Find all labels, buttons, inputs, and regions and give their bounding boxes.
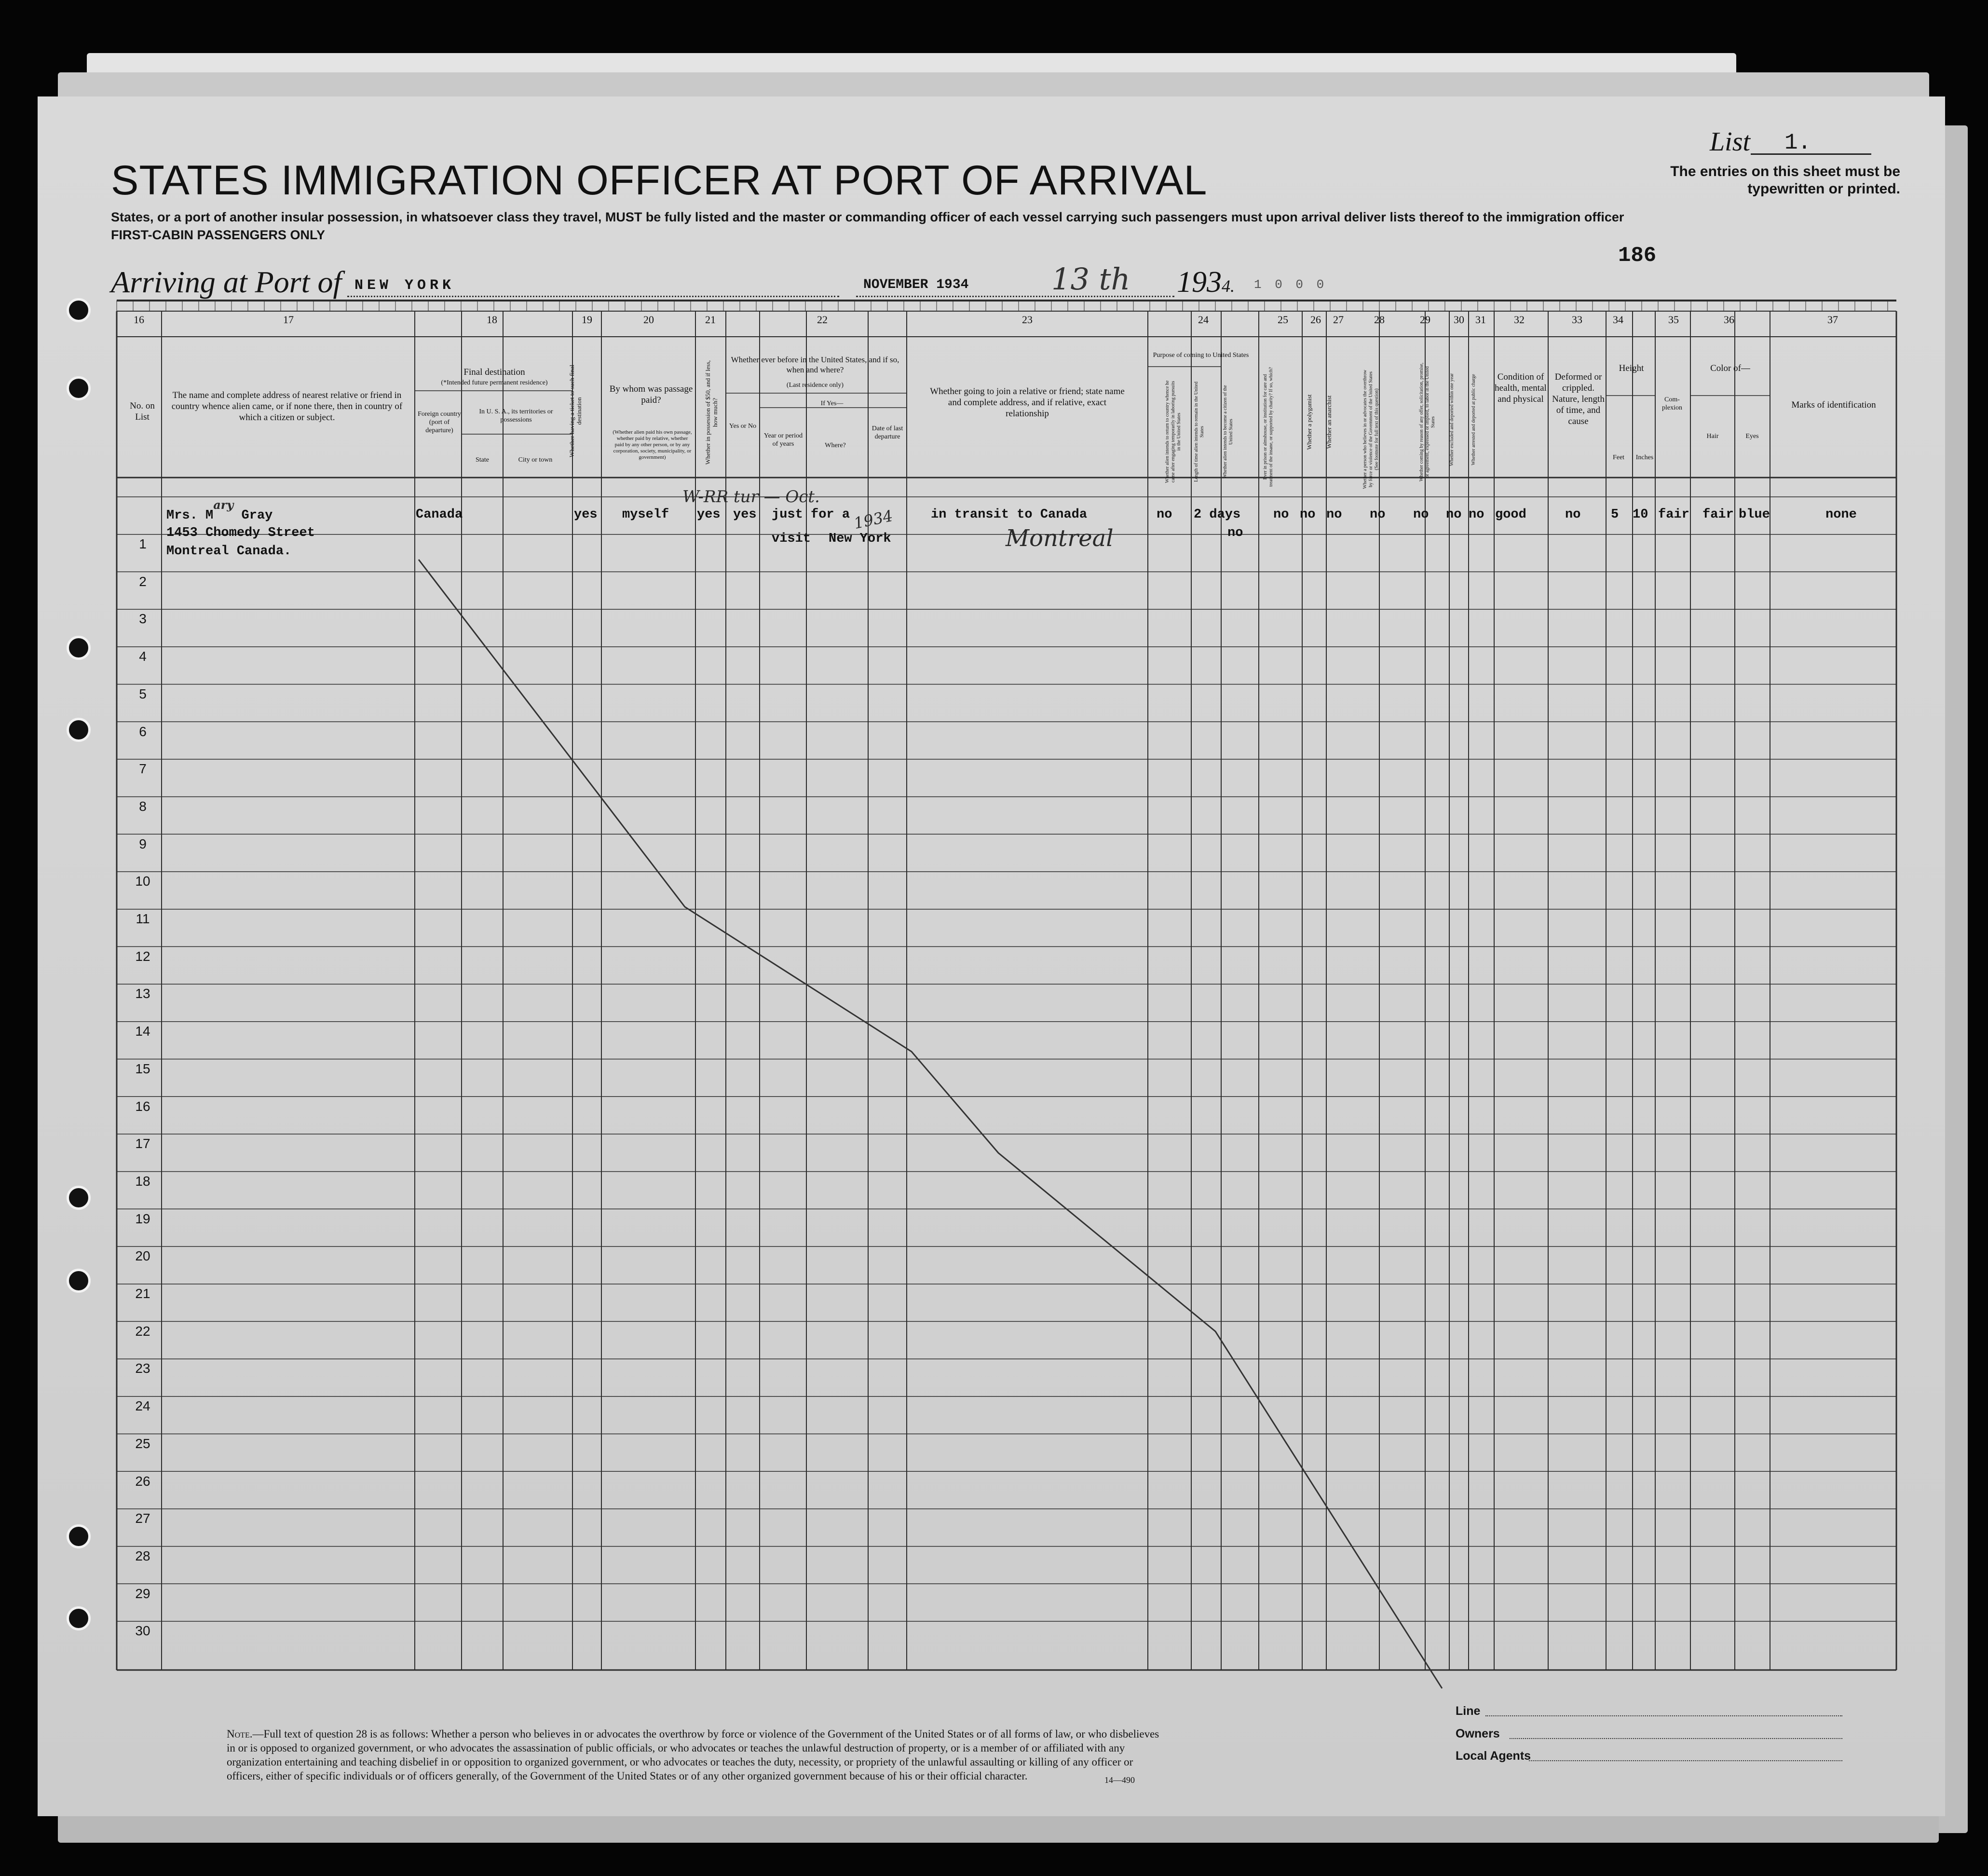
port-value: NEW YORK <box>354 277 455 294</box>
row-number: 27 <box>135 1511 150 1526</box>
q29-value: no <box>1413 507 1429 522</box>
date-typed: NOVEMBER 1934 <box>863 277 969 292</box>
eyes-value: blue <box>1739 507 1770 522</box>
list-label: List <box>1710 127 1751 157</box>
row-number: 2 <box>139 574 147 589</box>
header-purpose-c: Whether alien intends to become a citizen of the United States <box>1223 385 1234 479</box>
header-state: State <box>476 456 489 464</box>
header-polygamist: Whether a polygamist <box>1306 394 1313 450</box>
row-number: 21 <box>135 1286 150 1301</box>
footer-agents-label: Local Agents <box>1456 1749 1531 1763</box>
anarchist-value: no <box>1326 507 1342 522</box>
column-number: 32 <box>1514 314 1525 326</box>
row-number: 18 <box>135 1173 150 1189</box>
header-color-of: Color of— <box>1710 363 1750 373</box>
header-marks: Marks of identification <box>1791 400 1876 410</box>
header-paid-by-sub: (Whether alien paid his own passage, whether paid by relative, whether paid by any other person, or by any corporation, society, municipality, or government) <box>613 429 692 460</box>
year-suffix: 4. <box>1222 276 1235 296</box>
form-subtitle: States, or a port of another insular possession, in whatsoever class they travel, MUST be fully listed and the master or commanding officer of each vessel carrying such passengers must upon arrival deliver lists thereof to the immigration officer <box>111 210 1624 224</box>
deformed-value: no <box>1565 507 1581 522</box>
footer-owners-rule <box>1510 1738 1842 1739</box>
typewritten-instruction: The entries on this sheet must be typewritten or printed. <box>1670 164 1900 197</box>
row-number: 25 <box>135 1436 150 1451</box>
year-extra-stamp: 1 0 0 0 <box>1254 277 1327 292</box>
column-number: 28 <box>1374 314 1385 326</box>
purpose-a-value: no <box>1157 507 1172 522</box>
header-condition: Condition of health, mental and physical <box>1495 372 1547 404</box>
hair-value: fair <box>1702 507 1734 522</box>
list-value: 1. <box>1784 130 1811 155</box>
relative-street: 1453 Chomedy Street <box>166 526 315 540</box>
joining-value: in transit to Canada <box>931 507 1088 522</box>
header-no-on-list: No. on List <box>130 401 155 422</box>
footnote <box>227 1727 1167 1783</box>
header-q31: Whether arrested and deported at public charge <box>1471 374 1476 466</box>
q30-value: no <box>1446 507 1462 522</box>
row-number: 30 <box>135 1623 150 1639</box>
header-joining: Whether going to join a relative or friend; state name and complete address, and if relative, exact relationship <box>930 386 1125 419</box>
header-foreign-country: Foreign country (port of departure) <box>418 411 461 434</box>
column-number: 29 <box>1420 314 1430 326</box>
column-number: 26 <box>1310 314 1321 326</box>
period-value-2: visit <box>772 532 811 546</box>
row-number: 4 <box>139 649 147 664</box>
column-number: 30 <box>1454 314 1464 326</box>
row-number: 6 <box>139 724 147 739</box>
header-money: Whether in possession of $50, and if less, how much? <box>704 360 719 465</box>
paid-by-value: myself <box>622 507 669 522</box>
footer-agents-rule <box>1529 1760 1842 1761</box>
header-last-departure: Date of last departure <box>871 425 903 440</box>
row-number: 26 <box>135 1473 150 1489</box>
column-number: 21 <box>705 314 716 326</box>
column-number: 19 <box>582 314 592 326</box>
foreign-country-value: Canada <box>416 507 463 522</box>
before-us-yes-value: yes <box>733 507 757 522</box>
header-deformed: Deformed or crippled. Nature, length of time, and cause <box>1552 372 1605 426</box>
header-height: Height <box>1619 363 1644 373</box>
header-final-destination-sub: (*Intended future permanent residence) <box>441 379 548 386</box>
row-number: 28 <box>135 1548 150 1563</box>
q28-value: no <box>1370 507 1386 522</box>
q31-value: no <box>1469 507 1484 522</box>
row-number: 16 <box>135 1098 150 1114</box>
departure-year-handwritten: 1934 <box>852 506 895 533</box>
header-purpose: Purpose of coming to United States <box>1153 352 1249 359</box>
row-number: 9 <box>139 836 147 851</box>
column-number: 24 <box>1198 314 1209 326</box>
column-number: 34 <box>1613 314 1623 326</box>
header-anarchist: Whether an anarchist <box>1325 395 1333 449</box>
row-number: 5 <box>139 686 147 701</box>
header-purpose-b: Length of time alien intends to remain in the United States <box>1194 382 1205 482</box>
money-value: yes <box>697 507 721 522</box>
column-number: 35 <box>1668 314 1679 326</box>
row-number: 7 <box>139 761 147 777</box>
header-in-usa: In U. S. A., its territories or possessions <box>479 408 553 424</box>
header-before-us-sub: (Last residence only) <box>786 382 844 389</box>
form-title: STATES IMMIGRATION OFFICER AT PORT OF ARRIVAL <box>111 157 1208 204</box>
form-number: 14—490 <box>1104 1775 1135 1785</box>
header-relative: The name and complete address of nearest relative or friend in country whence alien came, or if none there, then in country of which a citizen or subject. <box>171 390 403 423</box>
footnote-text: —Full text of question 28 is as follows: Whether a person who believes in or advocates the overthrow by force or violence of the Government of the United States or of all forms of law, or who disbelieves in or is opposed to organized government, or who advocates the assassination of public officials, or who advocates or teaches the unlawful destruction of property, or is a member of or affiliated with any organization entertaining and teaching disbelief in or opposition to organized government, or who advocates or teaches the duty, necessity, or propriety of the unlawful assaulting or killing of any officer or officers, either of specific individuals or of officers generally, of the Government of the United States or of any other organized government because of his or their official character. <box>227 1728 1159 1782</box>
row-number: 23 <box>135 1361 150 1376</box>
header-purpose-a: Whether alien intends to return to country whence he came after engaging temporarily in laboring pursuits in the United States <box>1165 380 1182 483</box>
header-yes-or-no: Yes or No <box>729 423 757 430</box>
marks-value: none <box>1825 507 1857 522</box>
column-number: 16 <box>134 314 144 326</box>
complexion-value: fair <box>1658 507 1689 522</box>
row-number: 20 <box>135 1248 150 1264</box>
feet-value: 5 <box>1611 507 1619 522</box>
column-number: 31 <box>1475 314 1486 326</box>
header-q28: Whether a person who believes in or advocates the overthrow by force or violence of the Government of the United States (See footnote for full text of this question) <box>1362 370 1379 489</box>
row-number: 29 <box>135 1586 150 1601</box>
period-value: just for a <box>772 507 850 522</box>
condition-value: good <box>1495 507 1526 522</box>
row-number: 17 <box>135 1136 150 1151</box>
footer-owners-label: Owners <box>1456 1727 1500 1740</box>
header-hair: Hair <box>1706 433 1719 440</box>
row-number: 11 <box>136 911 150 926</box>
row-number: 8 <box>139 798 147 814</box>
row-number: 10 <box>135 874 150 889</box>
header-feet: Feet <box>1612 454 1625 461</box>
row-number: 19 <box>135 1211 150 1226</box>
column-number: 27 <box>1333 314 1344 326</box>
header-prison: Ever in prison or almshouse, or institution for care and treatment of the insane, or supported by charity? If so, which? <box>1263 367 1274 487</box>
footer-line-rule <box>1485 1715 1842 1716</box>
passenger-class: FIRST-CABIN PASSENGERS ONLY <box>111 228 326 242</box>
header-city: City or town <box>518 456 553 464</box>
row-number: 13 <box>135 986 150 1001</box>
prison-value: no <box>1273 507 1289 522</box>
polygamist-value: no <box>1300 507 1316 522</box>
header-q30: Whether excluded and deported within one year <box>1449 373 1455 466</box>
header-ticket: Whether having a ticket to such final destination <box>568 364 583 458</box>
ticket-value: yes <box>574 507 598 522</box>
header-q29: Whether coming by reason of any offer, solicitation, promise, or agreement, expressed or implied, to labor in the United States <box>1419 362 1436 482</box>
where-value: New York <box>829 532 891 546</box>
column-number: 23 <box>1022 314 1033 326</box>
purpose-c-value: no <box>1227 526 1243 540</box>
row-number: 14 <box>135 1024 150 1039</box>
column-number: 25 <box>1278 314 1288 326</box>
row-number: 12 <box>135 948 150 964</box>
relative-city: Montreal Canada. <box>166 544 292 559</box>
column-number: 22 <box>817 314 828 326</box>
relative-name-typed-a: Mrs. M <box>166 508 214 523</box>
year-prefix: 193 <box>1177 266 1222 299</box>
row-number: 15 <box>135 1061 150 1076</box>
column-number: 20 <box>643 314 654 326</box>
column-number: 36 <box>1724 314 1734 326</box>
footnote-lead: Note. <box>227 1728 253 1740</box>
header-paid-by: By whom was passage paid? <box>609 384 693 405</box>
column-number: 37 <box>1827 314 1838 326</box>
header-if-yes: If Yes— <box>820 400 844 407</box>
row-number: 22 <box>135 1323 150 1339</box>
header-before-us: Whether ever before in the United States, and if so, when and where? <box>731 355 899 374</box>
handwritten-annotation: W-RR tur — Oct. <box>682 487 820 507</box>
arriving-label: Arriving at Port of <box>111 265 342 299</box>
row-number: 1 <box>139 536 147 551</box>
header-inches: Inches <box>1635 454 1654 461</box>
page-number: 186 <box>1618 244 1657 268</box>
purpose-b-value: 2 days <box>1194 507 1241 522</box>
header-year-period: Year or period of years <box>763 432 803 448</box>
row-number: 3 <box>139 611 147 627</box>
header-final-destination: Final destination <box>463 367 525 377</box>
relative-name <box>166 498 273 523</box>
date-day-handwritten: 13 th <box>1051 261 1130 297</box>
row-number: 24 <box>135 1398 150 1414</box>
inches-value: 10 <box>1633 507 1648 522</box>
footer-line-label: Line <box>1456 1704 1481 1718</box>
column-number: 17 <box>283 314 294 326</box>
header-eyes: Eyes <box>1745 433 1759 440</box>
column-number: 33 <box>1572 314 1582 326</box>
relative-name-typed-b: Gray <box>233 508 273 523</box>
header-where: Where? <box>825 442 846 449</box>
header-complexion: Com- plexion <box>1662 396 1682 411</box>
relative-name-handwritten: ary <box>213 498 234 512</box>
joining-handwritten: Montreal <box>1006 525 1114 552</box>
column-number: 18 <box>487 314 497 326</box>
